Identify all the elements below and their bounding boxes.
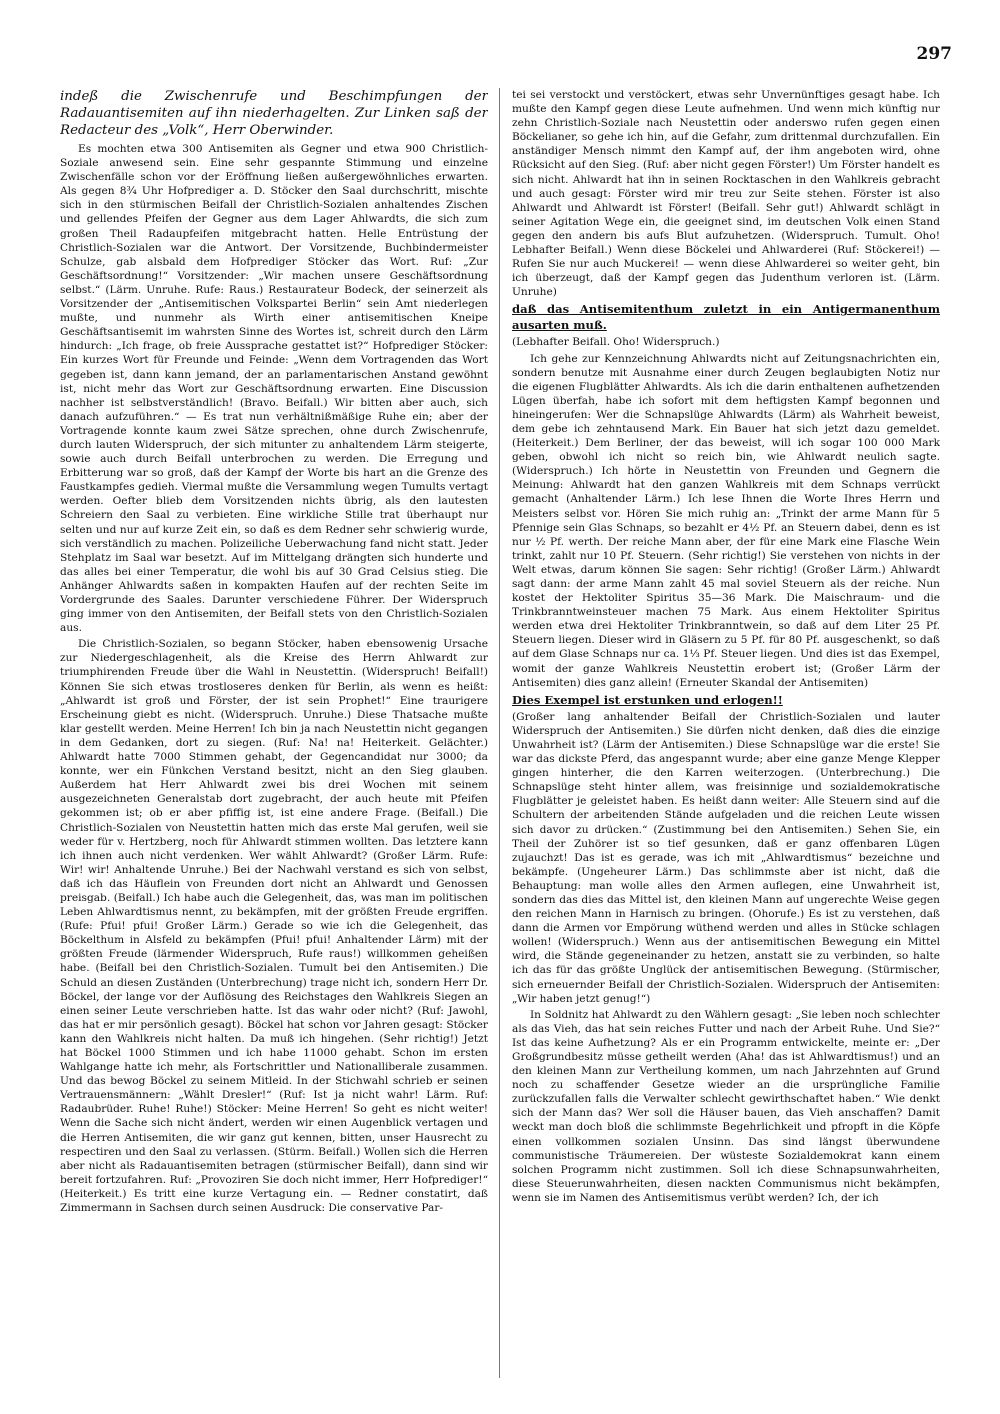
lead-paragraph: indeß die Zwischenrufe und Beschimpfungen der Radauantisemiten auf ihn niederhagelten. Zur Linken saß der Redacteur des „Volk“, Herr Oberwinder.	[60, 89, 488, 138]
body-paragraph: In Soldnitz hat Ahlwardt zu den Wählern gesagt: „Sie leben noch schlechter als das Vieh, das hat sein reiches Futter und nach der Arbeit Ruhe. Und Sie?“ Ist das keine Aufhetzung? Als er ein Programm entwickelte, meinte er: „Der Großgrundbesitz müsse getheilt werden (Aha! das ist Ahlwardtismus!) und an den kleinen Mann zur Vertheilung kommen, um nach Jahrzehnten auf Grund noch zu schaffender Gesetze wieder an die ursprüngliche Familie zurückzufallen falls die Verwalter schlecht gewirthschaftet haben.“ Wie denkt sich der Mann das? Wer soll die Häuser bauen, das Vieh anschaffen? Damit weckt man doch bloß die schlimmste Begehrlichkeit und pfropft in die Köpfe einen vollkommen sozialen Unsinn. Das sind längst überwundene communistische Träumereien. Der wüsteste Sozialdemokrat kann einem solchen Programm nicht zustimmen. Soll ich diese Schnapsunwahrheiten, diese Steuerunwahrheiten, diesen nackten Communismus nicht bekämpfen, wenn sie im Namen des Antisemitismus verübt werden? Ich, der ich	[512, 1008, 940, 1204]
right-column	[512, 88, 940, 1388]
column-divider	[499, 88, 500, 1378]
body-paragraph: tei sei verstockt und verstöckert, etwas sehr Unvernünftiges gesagt habe. Ich mußte den Kampf gegen diese Leute aufnehmen. Und wenn mich künftig nur zehn Christlich-Soziale nach Neustettin oder anderswo rufen gegen einen Böckelianer, so gehe ich hin, auf die Gefahr, zum drittenmal durchzufallen. Ein anständiger Mensch nimmt den Kampf auf, der ihm angeboten wird, ohne Rücksicht auf den Sieg. (Ruf: aber nicht gegen Förster!) Um Förster handelt es sich nicht. Ahlwardt hat ihn in seinen Rocktaschen in den Wahlkreis gebracht und auch gesagt: Förster wird mir treu zur Seite stehen. Förster ist also Ahlwardt und Ahlwardt ist Förster! (Beifall. Sehr gut!) Ahlwardt schlägt in seiner Agitation Wege ein, die geeignet sind, im deutschen Volk einen Stand gegen den andern bis aufs Blut aufzuhetzen. (Widerspruch. Tumult. Oho! Lebhafter Beifall.) Wenn diese Böckelei und Ahlwarderei (Ruf: Stöckerei!) — Rufen Sie nur auch Muckerei! — wenn diese Ahlwarderei so weiter geht, bin ich überzeugt, daß der Kampf gegen das Judenthum verloren ist. (Lärm. Unruhe)	[512, 89, 940, 299]
emphasis-line: Dies Exempel ist erstunken und erlogen!!	[512, 692, 783, 707]
page-number: 297	[916, 44, 952, 64]
body-paragraph: (Lebhafter Beifall. Oho! Widerspruch.)	[512, 336, 720, 349]
left-column	[60, 88, 488, 1388]
body-paragraph: (Großer lang anhaltender Beifall der Christlich-Sozialen und lauter Widerspruch der Antisemiten.) Sie dürfen nicht denken, daß dies die einzige Unwahrheit ist? (Lärm der Antisemiten.) Diese Schnapslüge war die erste! Sie war das dickste Pferd, das angespannt wurde; aber eine ganze Menge Klepper gingen hinterher, die den Karren weiterzogen. (Unterbrechung.) Die Schnapslüge steht hinter allem, was freisinnige und sozialdemokratische Flugblätter je geleistet haben. Es heißt dann weiter: Alle Steuern sind auf die Schultern der arbeitenden Stände aufgeladen und die reichen Leute wissen sich davor zu drücken.“ (Zustimmung bei den Antisemiten.) Sehen Sie, ein Theil der Zuhörer ist so tief gesunken, daß er ganz offenbaren Lügen zujauchzt! Das ist es gerade, was ich mit „Ahlwardtismus“ bezeichne und bekämpfe. (Ungeheurer Lärm.) Das schlimmste aber ist nicht, daß die Behauptung: man wolle alles den Armen auflegen, eine Unwahrheit ist, sondern das dies das Mittel ist, den kleinen Mann auf ungerechte Weise gegen den reichen Mann in Harnisch zu bringen. (Ohorufe.) Es ist zu verstehen, daß dann die Armen vor Empörung wüthend werden und alles in Stücke schlagen wollen! (Widerspruch.) Wenn aus der antisemitischen Bewegung ein Mittel wird, die Stände gegeneinander zu hetzen, anstatt sie zu verbinden, so halte ich das für das größte Unglück der antisemitischen Bewegung. (Stürmischer, sich erneuernder Beifall der Christlich-Sozialen. Widerspruch der Antisemiten: „Wir haben jetzt genug!“)	[512, 710, 940, 1005]
body-paragraph: Ich gehe zur Kennzeichnung Ahlwardts nicht auf Zeitungsnachrichten ein, sondern benutze mit Ausnahme einer durch Zeugen beglaubigten Notiz nur die eigenen Flugblätter Ahlwardts. Als ich die darin enthaltenen aufhetzenden Lügen überfah, habe ich sofort mit dem heftigsten Kampf begonnen und hineingerufen: Wer die Schnapslüge Ahlwardts (Lärm) als Wahrheit beweist, dem gebe ich zehntausend Mark. Ein Bauer hat sich jetzt dazu gemeldet. (Heiterkeit.) Dem Berliner, der das beweist, will ich sogar 100 000 Mark geben, obwohl ich nicht so reich bin, wie Ahlwardt neulich sagte. (Widerspruch.) Ich hörte in Neustettin von Freunden und Gegnern die Meinung: Ahlwardt hat den ganzen Wahlkreis mit dem Schnaps verrückt gemacht (Anhaltender Lärm.) Ich lese Ihnen die Worte Ihres Herrn und Meisters selbst vor. Hören Sie mich ruhig an: „Trinkt der arme Mann für 5 Pfennige sein Glas Schnaps, so bezahlt er 4½ Pf. an Steuern dabei, denn es ist nur ½ Pf. werth. Der reiche Mann aber, der für eine Mark eine Flasche Wein trinkt, zahlt nur 10 Pf. Steuern. (Sehr richtig!) Sie verstehen von nichts in der Welt etwas, darum können Sie sagen: Sehr richtig! (Großer Lärm.) Ahlwardt sagt dann: der arme Mann zahlt 45 mal soviel Steuern als der reiche. Nun kostet der Hektoliter Spiritus 35—36 Mark. Die Maischraum- und die Trinkbranntweinsteuer machen 75 Mark. Aus einem Hektoliter Spiritus werden etwa drei Hektoliter Trinkbranntwein, so daß auf dem Liter 25 Pf. Steuern liegen. Dieser wird in Gläsern zu 5 Pf. für 80 Pf. ausgeschenkt, so daß auf dem Glase Schnaps nur ca. 1⅓ Pf. Steuer liegen. Und dies ist das Exempel, womit der ganze Wahlkreis Neustettin erobert ist; (Großer Lärm der Antisemiten) dies ganz allein! (Erneuter Skandal der Antisemiten)	[512, 352, 940, 689]
body-paragraph: Die Christlich-Sozialen, so begann Stöcker, haben ebensowenig Ursache zur Niedergeschlagenheit, als die Kreise des Herrn Ahlwardt zur triumphirenden Freude über die Wahl in Neustettin. (Widerspruch! Beifall!) Können Sie sich etwas trostloseres denken für Berlin, als wenn es heißt: „Ahlwardt ist groß und Förster, der ist sein Prophet!“ Eine traurigere Erscheinung giebt es nicht. (Widerspruch. Unruhe.) Diese Thatsache mußte klar gestellt werden. Meine Herren! Ich bin ja nach Neustettin nicht gegangen in dem Gedanken, dort zu siegen. (Ruf: Na! na! Heiterkeit. Gelächter.) Ahlwardt hatte 7000 Stimmen gehabt, der Gegencandidat nur 3000; da konnte, wer ein Fünkchen Verstand besitzt, nicht an den Sieg glauben. Außerdem hat Herr Ahlwardt zwei bis drei Wochen mit seinem ausgezeichneten Generalstab dort zugebracht, der auch heute mit Pfeifen gekommen ist; ob er aber pfiffig ist, ist eine andere Frage. (Beifall.) Die Christlich-Sozialen von Neustettin hatten mich das erste Mal gerufen, weil sie weder für v. Hertzberg, noch für Ahlwardt stimmen wollten. Das letztere kann ich ihnen auch nicht verdenken. Wer wählt Ahlwardt? (Großer Lärm. Rufe: Wir! wir! Anhaltende Unruhe.) Bei der Nachwahl verstand es sich von selbst, daß ich das Häuflein von Freunden dort nicht an Ahlwardt und Genossen preisgab. (Beifall.) Ich habe auch die Gelegenheit, das, was man im politischen Leben Ahlwardtismus nennt, zu bekämpfen, mit der größten Freude ergriffen. (Rufe: Pfui! pfui! Großer Lärm.) Gerade so wie ich die Gelegenheit, das Böckelthum in Alsfeld zu bekämpfen (Pfui! pfui! Anhaltender Lärm) mit der größten Freude (lärmender Widerspruch, Rufe raus!) willkommen geheißen habe. (Beifall bei den Christlich-Sozialen. Tumult bei den Antisemiten.) Die Schuld an diesen Zuständen (Unterbrechung) trage nicht ich, sondern Herr Dr. Böckel, der lange vor der Auflösung des Reichstages den Wahlkreis Siegen an einen seiner Leute verschrieben hatte. Ist das wahr oder nicht? (Ruf: Jawohl, das hat er mir persönlich gesagt). Böckel hat schon vor Jahren gesagt: Stöcker kann den Wahlkreis nicht halten. Da muß ich hingehen. (Sehr richtig!) Jetzt hat Böckel 1000 Stimmen und ich habe 11000 gehabt. Schon im ersten Wahlgange hatte ich mehr, als Fortschrittler und Nationalliberale zusammen. Und das bewog Böckel zu seinem Mitleid. In der Stichwahl schrieb er seinen Vertrauensmännern: „Wählt Dresler!“ (Ruf: Ist ja nicht wahr! Lärm. Ruf: Radaubrüder. Ruhe! Ruhe!) Stöcker: Meine Herren! So geht es nicht weiter! Wenn die Sache sich nicht ändert, werden wir einen Augenblick vertagen und die Herren Antisemiten, die wir ganz gut kennen, bitten, unser Hausrecht zu respectiren und den Saal zu verlassen. (Stürm. Beifall.) Wollen sich die Herren aber nicht als Radauantisemiten betragen (stürmischer Beifall), dann sind wir bereit fortzufahren. Ruf: „Provoziren Sie doch nicht immer, Herr Hofprediger!“ (Heiterkeit.) Es tritt eine kurze Vertagung ein. — Redner constatirt, daß Zimmermann in Sachsen durch seinen Ausdruck: Die conservative Par-	[60, 638, 488, 1215]
emphasis-line: daß das Antisemitenthum zuletzt in ein Antigermanenthum ausarten muß.	[512, 302, 940, 333]
body-paragraph: Es mochten etwa 300 Antisemiten als Gegner und etwa 900 Christlich-Soziale anwesend sein. Eine sehr gespannte Stimmung und einzelne Zwischenfälle schon vor der Eröffnung ließen außergewöhnliches erwarten. Als gegen 8¾ Uhr Hofprediger a. D. Stöcker den Saal durchschritt, mischte sich in den stürmischen Beifall der Christlich-Sozialen anhaltendes Zischen und gellendes Pfeifen der Gegner aus dem Lager Ahlwardts, die sich zum großen Theil Radaupfeifen mitgebracht hatten. Helle Entrüstung der Christlich-Sozialen war die Antwort. Der Vorsitzende, Buchbindermeister Schulze, gab alsbald dem Hofprediger Stöcker das Wort. Ruf: „Zur Geschäftsordnung!“ Vorsitzender: „Wir machen unsere Geschäftsordnung selbst.“ (Lärm. Unruhe. Rufe: Raus.) Restaurateur Bodeck, der seinerzeit als Vorsitzender der „Antisemitischen Volkspartei Berlin“ sein Amt niederlegen mußte, und nunmehr als Wirth einer antisemitischen Kneipe Geschäftsantisemit im wahrsten Sinne des Wortes ist, schreit durch den Lärm hindurch: „Ich frage, ob freie Aussprache gestattet ist?“ Hofprediger Stöcker: Ein kurzes Wort für Freunde und Feinde: „Wenn dem Vortragenden das Wort gegeben ist, dann kann jemand, der an parlamentarischen Anstand gewöhnt ist, nicht mehr das Wort zur Geschäftsordnung erwarten. Eine Discussion nachher ist selbstverständlich! (Bravo. Beifall.) Wir bitten aber auch, sich danach aufzuführen.“ — Es trat nun verhältnißmäßige Ruhe ein; aber der Vortragende konnte kaum zwei Sätze sprechen, ohne durch Zwischenrufe, durch lauten Widerspruch, der sich mitunter zu anhaltendem Lärm steigerte, sowie auch durch Beifall unterbrochen zu werden. Die Erregung und Erbitterung war so groß, daß der Kampf der Worte bis hart an die Grenze des Faustkampfes gedieh. Viermal mußte die Versammlung wegen Tumults vertagt werden. Oefter blieb dem Vorsitzenden nichts übrig, als den lautesten Schreiern den Saal zu verbieten. Eine wirkliche Stille trat überhaupt nur selten und nur auf kurze Zeit ein, so daß es dem Redner sehr schwierig wurde, sich verständlich zu machen. Polizeiliche Ueberwachung fand nicht statt. Jeder Stehplatz im Saal war besetzt. Auf im Mittelgang drängten sich hunderte und das alles bei einer Temperatur, die wohl bis auf 30 Grad Celsius stieg. Die Anhänger Ahlwardts saßen in kompakten Haufen auf der rechten Seite im Vordergrunde des Saales. Darunter verschiedene Führer. Der Widerspruch ging immer von den Antisemiten, der Beifall stets von den Christlich-Sozialen aus.	[60, 143, 488, 635]
